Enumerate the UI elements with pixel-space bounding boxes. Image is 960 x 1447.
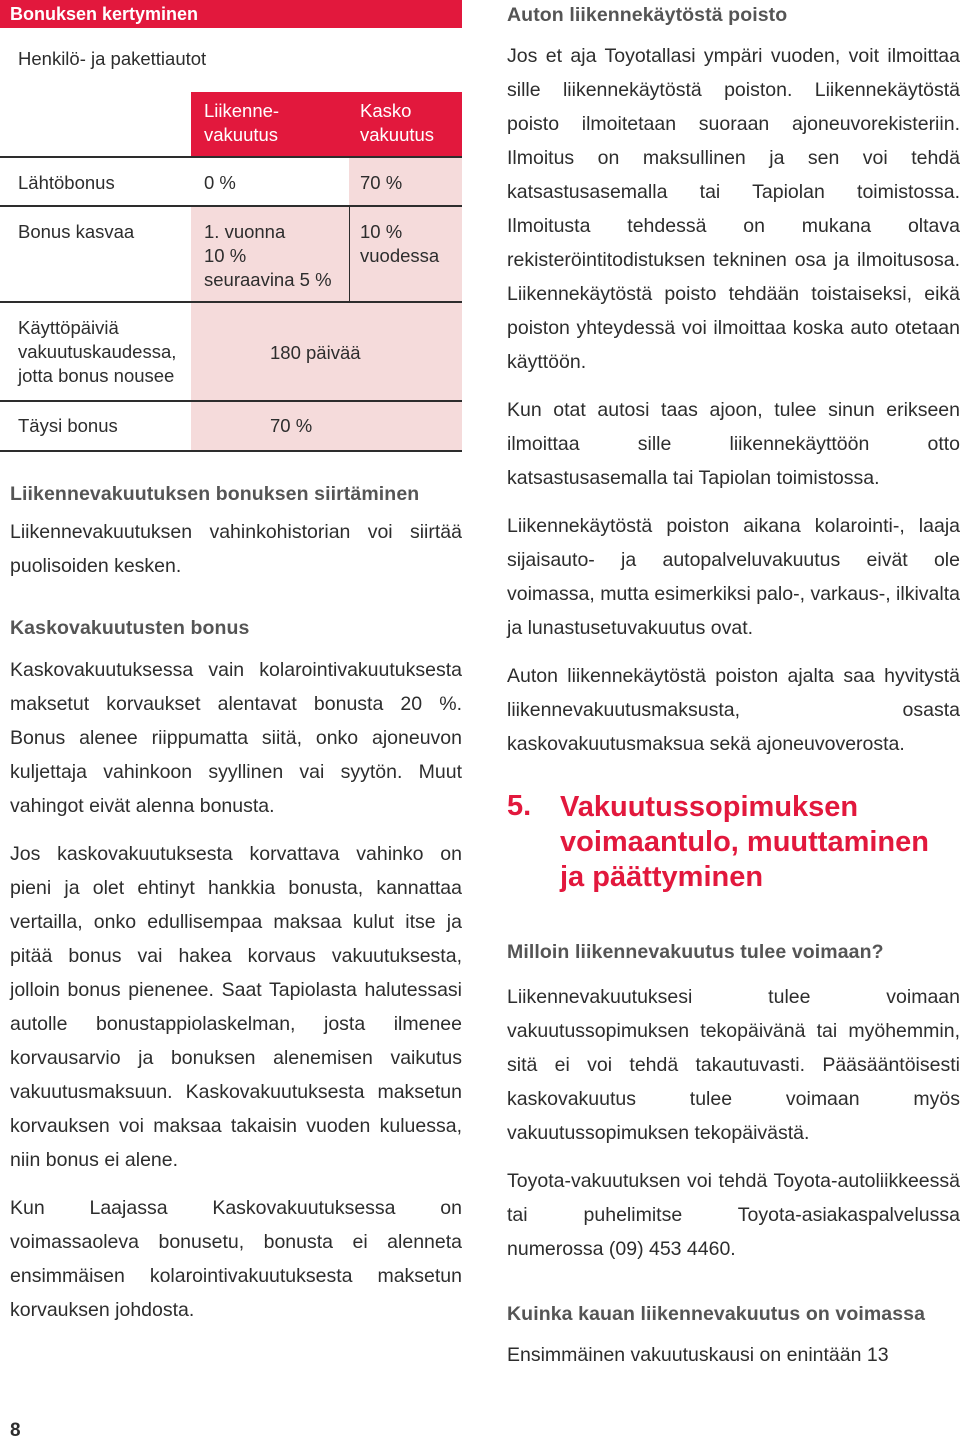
row-label-kayttopaivia: Käyttöpäiviä vakuutuskaudessa, jotta bonus nousee: [18, 317, 177, 386]
section-title: Vakuutussopimuksen voimaantulo, muuttaminen ja päättyminen: [560, 791, 929, 893]
row-value-merged: 70 %: [270, 415, 313, 436]
merged-cell-bg: [191, 402, 462, 450]
heading-liikennekaytosta-poisto: Auton liikennekäytöstä poisto: [507, 4, 788, 26]
heading-kasko-bonus: Kaskovakuutusten bonus: [10, 617, 250, 639]
heading-kuinka-kauan: Kuinka kauan liikennevakuutus on voimassa: [507, 1303, 926, 1325]
table-header-kasko: Kasko vakuutus: [360, 100, 435, 145]
heading-siirtaminen: Liikennevakuutuksen bonuksen siirtäminen: [10, 483, 420, 505]
paragraph: Ensimmäinen vakuutuskausi on enintään 13: [507, 1344, 889, 1366]
paragraph: Kaskovakuutuksessa vain kolarointivakuutuksesta maksetut korvaukset alentavat bonusta 20 %. Bonus alenee riippumatta siitä, onko ajoneuvon kuljettaja vahinkoon syyllinen vai syytön. Muut vahingot eivät alenna bonusta.: [10, 659, 462, 817]
left-text-block: [10, 481, 462, 1327]
row-label-bonus-kasvaa: Bonus kasvaa: [18, 221, 135, 242]
paragraph: Jos kaskovakuutuksesta korvattava vahinko on pieni ja olet ehtinyt hankkia bonusta, kannattaa vertailla, onko edullisempaa maksaa kulut itse ja pitää bonus vai hakea korvaus vakuutuksesta, jolloin bonus pienenee. Saat Tapiolasta halutessasi autolle bonustappiolaskelman, josta ilmenee korvausarvio ja bonuksen alenemisen vaikutus vakuutusmaksuun. Kaskovakuutuksesta maksetun korvauksen voi maksaa takaisin vuoden kuluessa, niin bonus ei alene.: [10, 843, 462, 1171]
row-value-kasko: 70 %: [360, 172, 403, 193]
heading-milloin-voimaan: Milloin liikennevakuutus tulee voimaan?: [507, 941, 884, 963]
paragraph: Kun Laajassa Kaskovakuutuksessa on voimassaoleva bonusetu, bonusta ei alenneta ensimmäisen kolarointivakuutuksesta maksetun korvauksen johdosta.: [10, 1197, 462, 1321]
table-header-liikenne: Liikenne- vakuutus: [204, 100, 280, 145]
paragraph: Liikennekäytöstä poiston aikana kolarointi-, laaja sijaisauto- ja autopalveluvakuutus eivät ole voimassa, mutta esimerkiksi palo-, varkaus-, ilkivalta ja lunastusetuvakuutus ovat.: [507, 515, 960, 639]
row-value-liikenne: 1. vuonna 10 % seuraavina 5 %: [204, 221, 332, 290]
right-text-block: [507, 39, 960, 761]
table-divider: [349, 207, 350, 301]
row-label-lahtobonus: Lähtöbonus: [18, 172, 115, 193]
row-label-taysi-bonus: Täysi bonus: [18, 415, 118, 436]
paragraph: Jos et aja Toyotallasi ympäri vuoden, voit ilmoittaa sille liikennekäytöstä poiston. Liikennekäytöstä poisto ilmoitetaan suoraan ajoneuvorekisteriin. Ilmoitus on maksullinen ja sen voi tehdä katsastusasemalla tai Tapiolan toimistossa. Ilmoitusta tehdessä on mukana oltava rekisteröintitodistuksen tekninen osa ja ilmoitusosa. Liikennekäytöstä poisto tehdään toistaiseksi, eikä poiston yhteydessä voi ilmoittaa koska auto otetaan käyttöön.: [507, 45, 960, 373]
table-subtitle: Henkilö- ja pakettiautot: [18, 48, 207, 69]
table-title: Bonuksen kertyminen: [0, 0, 462, 28]
section-number: 5.: [507, 790, 532, 822]
row-value-merged: 180 päivää: [270, 342, 361, 363]
row-value-kasko: 10 % vuodessa: [360, 221, 440, 266]
paragraph: Liikennevakuutuksen vahinkohistorian voi siirtää puolisoiden kesken.: [10, 521, 462, 577]
row-value-liikenne: 0 %: [204, 172, 236, 193]
paragraph: Liikennevakuutuksesi tulee voimaan vakuutussopimuksen tekopäivänä tai myöhemmin, sitä ei voi tehdä takautuvasti. Pääsääntöisesti kaskovakuutus tulee voimaan myös vakuutussopimuksen tekopäivästä.: [507, 986, 960, 1144]
page-number: 8: [10, 1420, 21, 1441]
right-text-block-2: [507, 940, 960, 1372]
paragraph: Auton liikennekäytöstä poiston ajalta saa hyvitystä liikennevakuutusmaksusta, osasta kaskovakuutusmaksua sekä ajoneuvoverosta.: [507, 665, 960, 755]
paragraph: Toyota-vakuutuksen voi tehdä Toyota-autoliikkeessä tai puhelimitse Toyota-asiakaspalvelussa numerossa (09) 453 4460.: [507, 1170, 960, 1260]
paragraph: Kun otat autosi taas ajoon, tulee sinun erikseen ilmoittaa sille liikennekäyttöön otto katsastusasemalla tai Tapiolan toimistossa.: [507, 399, 960, 489]
table-rule: [0, 450, 462, 452]
